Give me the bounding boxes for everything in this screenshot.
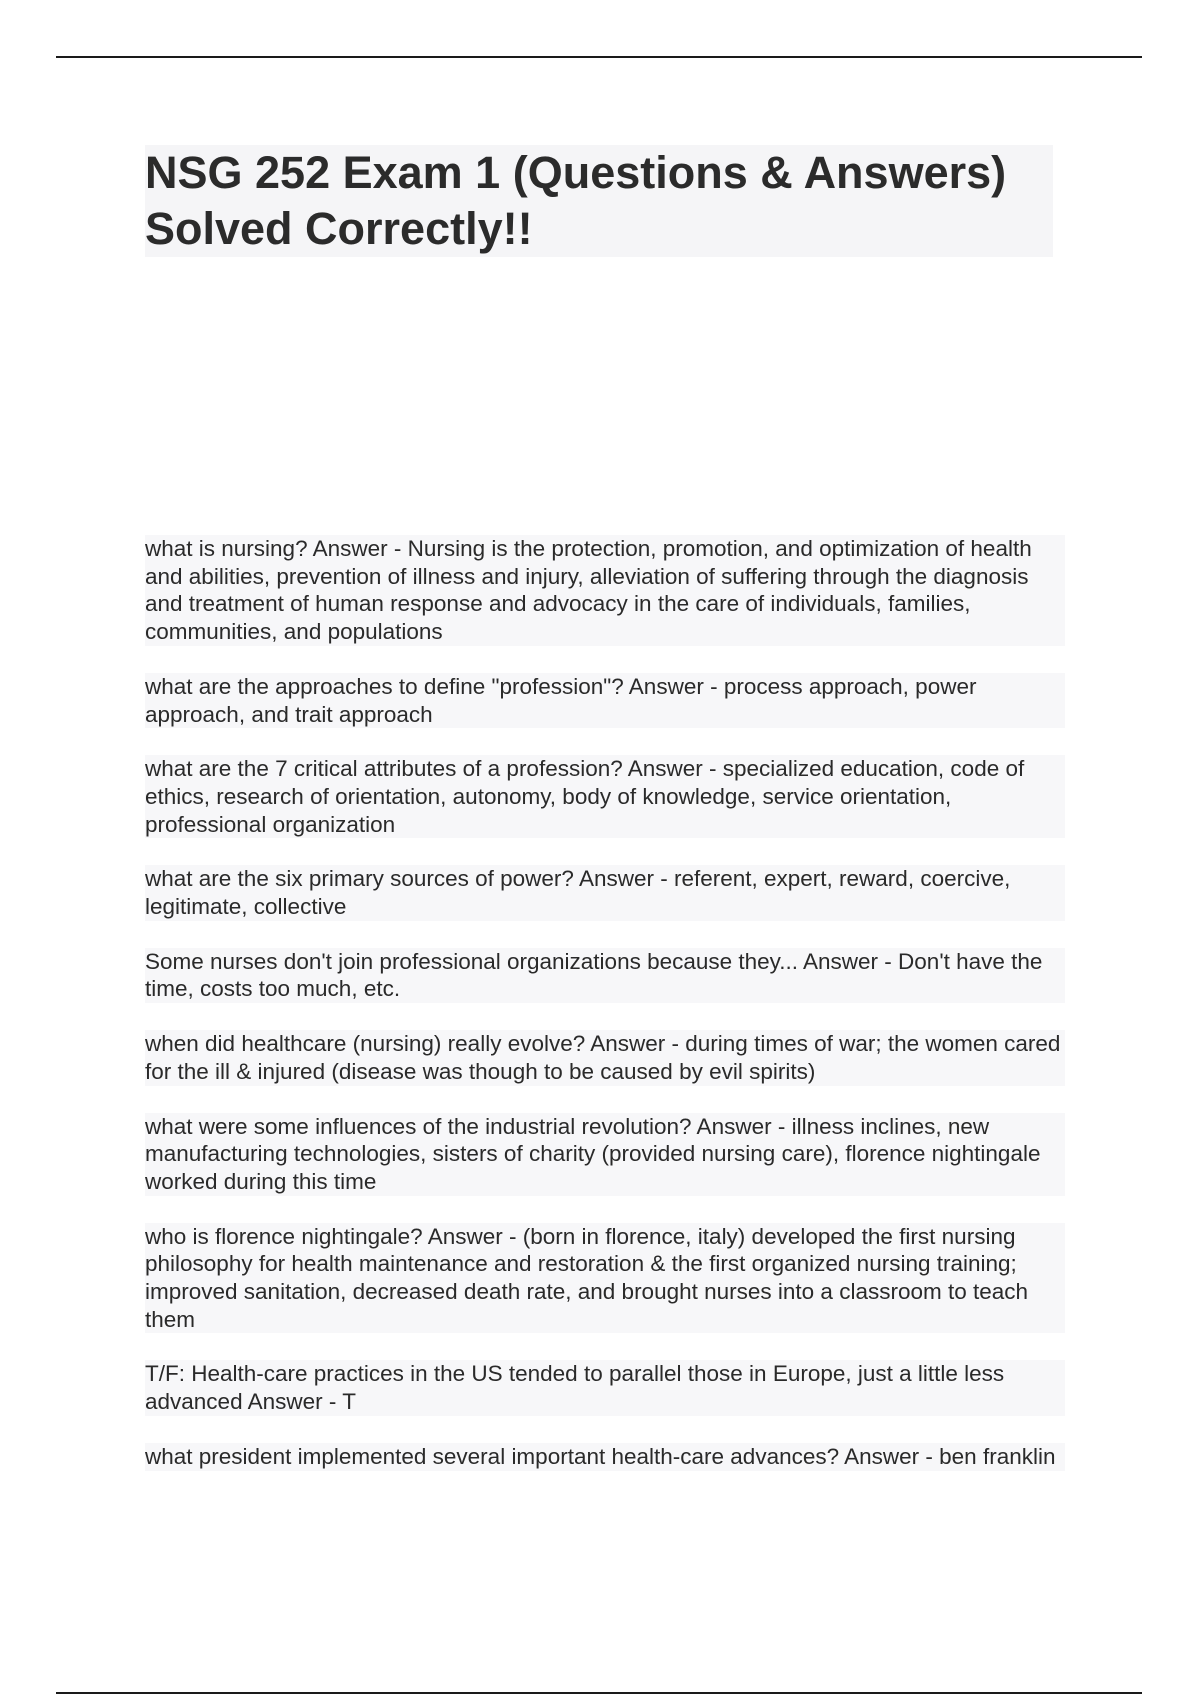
qa-list <box>145 535 1065 1498</box>
qa-item: what are the approaches to define "profession"? Answer - process approach, power approach, and trait approach <box>145 673 1065 728</box>
title-block <box>145 145 1053 257</box>
qa-item: Some nurses don't join professional organizations because they... Answer - Don't have the time, costs too much, etc. <box>145 948 1065 1003</box>
qa-item: T/F: Health-care practices in the US tended to parallel those in Europe, just a little less advanced Answer - T <box>145 1360 1065 1415</box>
qa-item: what are the six primary sources of power? Answer - referent, expert, reward, coercive, legitimate, collective <box>145 865 1065 920</box>
qa-item: what were some influences of the industrial revolution? Answer - illness inclines, new manufacturing technologies, sisters of charity (provided nursing care), florence nightingale worked during this time <box>145 1113 1065 1196</box>
document-title: NSG 252 Exam 1 (Questions & Answers) Solved Correctly!! <box>145 147 1007 254</box>
qa-item: what president implemented several important health-care advances? Answer - ben franklin <box>145 1443 1065 1471</box>
bottom-rule <box>56 1692 1142 1694</box>
qa-item: what are the 7 critical attributes of a profession? Answer - specialized education, code of ethics, research of orientation, autonomy, body of knowledge, service orientation, professional organization <box>145 755 1065 838</box>
qa-item: what is nursing? Answer - Nursing is the protection, promotion, and optimization of health and abilities, prevention of illness and injury, alleviation of suffering through the diagnosis and treatment of human response and advocacy in the care of individuals, families, communities, and populations <box>145 535 1065 646</box>
qa-item: when did healthcare (nursing) really evolve? Answer - during times of war; the women cared for the ill & injured (disease was though to be caused by evil spirits) <box>145 1030 1065 1085</box>
top-rule <box>56 56 1142 58</box>
qa-item: who is florence nightingale? Answer - (born in florence, italy) developed the first nursing philosophy for health maintenance and restoration & the first organized nursing training; improved sanitation, decreased death rate, and brought nurses into a classroom to teach them <box>145 1223 1065 1334</box>
